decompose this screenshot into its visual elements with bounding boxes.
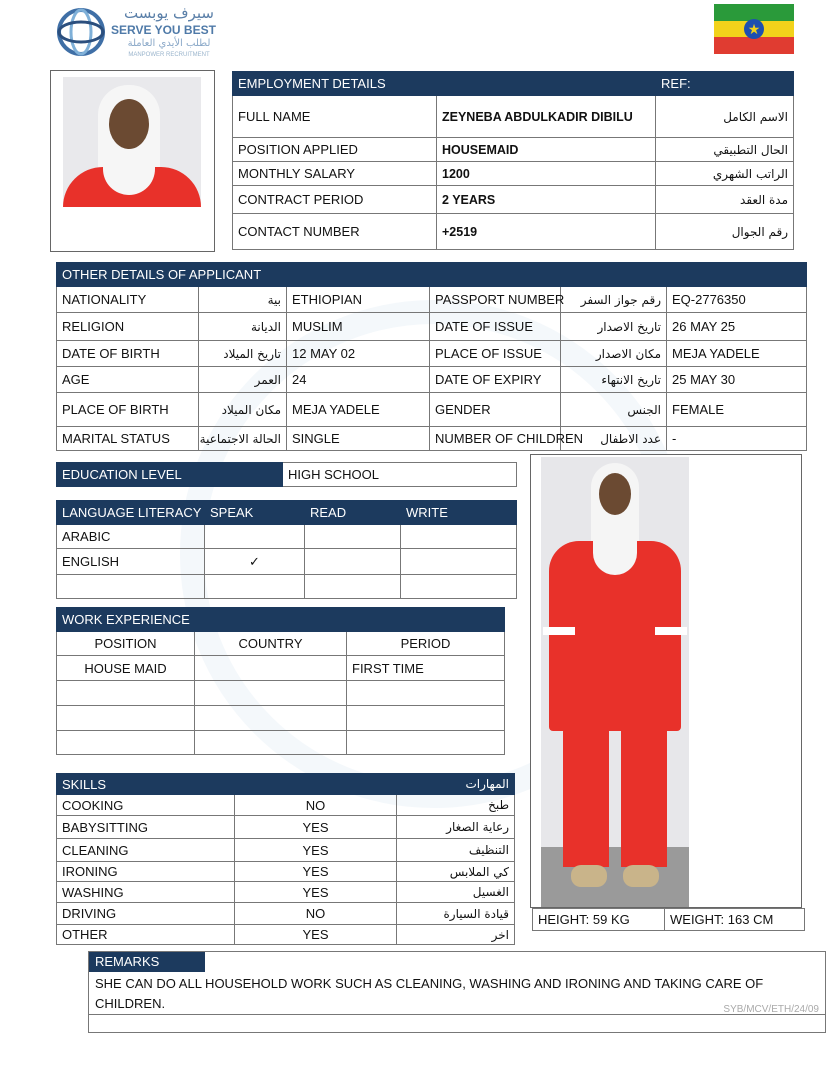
language-table [56,500,517,599]
logo-mark-icon [55,4,107,60]
full-body-photo [541,457,689,907]
age-value: 24 [287,367,430,393]
place-of-birth-label: PLACE OF BIRTH [57,393,199,427]
contract-period-value: 2 YEARS [437,186,656,214]
full-name-label: FULL NAME [233,96,437,138]
monthly-salary-value: 1200 [437,162,656,186]
speak-header: SPEAK [205,501,305,525]
work-row [57,681,505,706]
full-name-arabic: الاسم الكامل [656,96,794,138]
logo-tagline-en: MANPOWER RECRUITMENT [128,52,210,58]
religion-value: MUSLIM [287,313,430,341]
logo-english: SERVE YOU BEST [111,23,216,37]
skill-row: CLEANING YES التنظيف [57,839,515,862]
work-experience-table [56,607,505,755]
language-row: ARABIC [57,525,517,549]
language-literacy-header: LANGUAGE LITERACY [57,501,205,525]
gender-label: GENDER [430,393,561,427]
passport-number-value: EQ-2776350 [667,287,807,313]
flag-emblem-icon: ★ [744,19,764,39]
skills-table [56,773,515,945]
place-of-birth-value: MEJA YADELE [287,393,430,427]
period-column-header: PERIOD [347,632,505,656]
date-of-issue-value: 26 MAY 25 [667,313,807,341]
religion-label: RELIGION [57,313,199,341]
gender-arabic: الجنس [561,393,667,427]
work-row [57,731,505,755]
ethiopia-flag [714,4,794,54]
skill-row: IRONING YES كي الملابس [57,862,515,882]
religion-arabic: الديانة [199,313,287,341]
logo-arabic: سيرف يوبست [124,4,214,22]
monthly-salary-arabic: الراتب الشهري [656,162,794,186]
marital-status-arabic: الحالة الاجتماعية [199,427,287,451]
remarks-box [88,951,826,1033]
work-row: HOUSE MAID FIRST TIME [57,656,505,681]
nationality-label: NATIONALITY [57,287,199,313]
remarks-header: REMARKS [89,952,205,972]
position-applied-label: POSITION APPLIED [233,138,437,162]
education-table [56,462,517,487]
education-value: HIGH SCHOOL [283,463,517,487]
place-of-birth-arabic: مكان الميلاد [199,393,287,427]
date-of-issue-label: DATE OF ISSUE [430,313,561,341]
number-of-children-value: - [667,427,807,451]
position-applied-value: HOUSEMAID [437,138,656,162]
other-details-table [56,262,807,451]
remarks-text: SHE CAN DO ALL HOUSEHOLD WORK SUCH AS CLEANING, WASHING AND IRONING AND TAKING CARE OF CHILDREN. [95,976,764,1011]
date-of-expiry-arabic: تاريخ الانتهاء [561,367,667,393]
place-of-issue-arabic: مكان الاصدار [561,341,667,367]
contract-period-arabic: مدة العقد [656,186,794,214]
marital-status-label: MARITAL STATUS [57,427,199,451]
date-of-birth-label: DATE OF BIRTH [57,341,199,367]
height-value: HEIGHT: 59 KG [533,909,665,931]
skill-row: OTHER YES اخر [57,925,515,945]
skills-header-arabic: المهارات [397,774,515,795]
age-label: AGE [57,367,199,393]
date-of-expiry-label: DATE OF EXPIRY [430,367,561,393]
full-body-photo-frame [530,454,802,908]
work-row [57,706,505,731]
monthly-salary-label: MONTHLY SALARY [233,162,437,186]
place-of-issue-label: PLACE OF ISSUE [430,341,561,367]
age-arabic: العمر [199,367,287,393]
position-column-header: POSITION [57,632,195,656]
contact-number-arabic: رقم الجوال [656,214,794,250]
skill-row: WASHING YES الغسيل [57,882,515,903]
language-row: ENGLISH ✓ [57,549,517,575]
ref-label: REF: [656,72,794,96]
applicant-headshot-frame [50,70,215,252]
skills-header: SKILLS [57,774,397,795]
date-of-birth-value: 12 MAY 02 [287,341,430,367]
skill-row: DRIVING NO قيادة السيارة [57,903,515,925]
marital-status-value: SINGLE [287,427,430,451]
date-of-birth-arabic: تاريخ الميلاد [199,341,287,367]
contact-number-label: CONTACT NUMBER [233,214,437,250]
gender-value: FEMALE [667,393,807,427]
other-details-header: OTHER DETAILS OF APPLICANT [57,263,430,287]
skill-row: BABYSITTING YES رعاية الصغار [57,816,515,839]
position-applied-arabic: الحال التطبيقي [656,138,794,162]
check-mark-icon: ✓ [205,549,305,575]
passport-number-arabic: رقم جواز السفر [561,287,667,313]
language-row [57,575,517,599]
contact-number-value: +2519 [437,214,656,250]
employment-header: EMPLOYMENT DETAILS [233,72,656,96]
weight-value: WEIGHT: 163 CM [665,909,805,931]
date-of-expiry-value: 25 MAY 30 [667,367,807,393]
company-logo [55,4,225,62]
work-experience-header: WORK EXPERIENCE [57,608,195,632]
logo-tagline-ar: لطلب الأيدي العاملة [127,38,211,49]
country-column-header: COUNTRY [195,632,347,656]
body-measurements-table [532,908,805,931]
nationality-arabic: بية [199,287,287,313]
nationality-value: ETHIOPIAN [287,287,430,313]
reference-code: SYB/MCV/ETH/24/09 [723,1004,819,1015]
number-of-children-label: NUMBER OF CHILDREN [430,427,561,451]
date-of-issue-arabic: تاريخ الاصدار [561,313,667,341]
read-header: READ [305,501,401,525]
employment-details-table [232,71,794,250]
education-label: EDUCATION LEVEL [57,463,283,487]
write-header: WRITE [401,501,517,525]
passport-number-label: PASSPORT NUMBER [430,287,561,313]
number-of-children-arabic: عدد الاطفال [561,427,667,451]
place-of-issue-value: MEJA YADELE [667,341,807,367]
full-name-value: ZEYNEBA ABDULKADIR DIBILU [437,96,656,138]
applicant-headshot [63,77,201,205]
contract-period-label: CONTRACT PERIOD [233,186,437,214]
skill-row: COOKING NO طبخ [57,795,515,816]
